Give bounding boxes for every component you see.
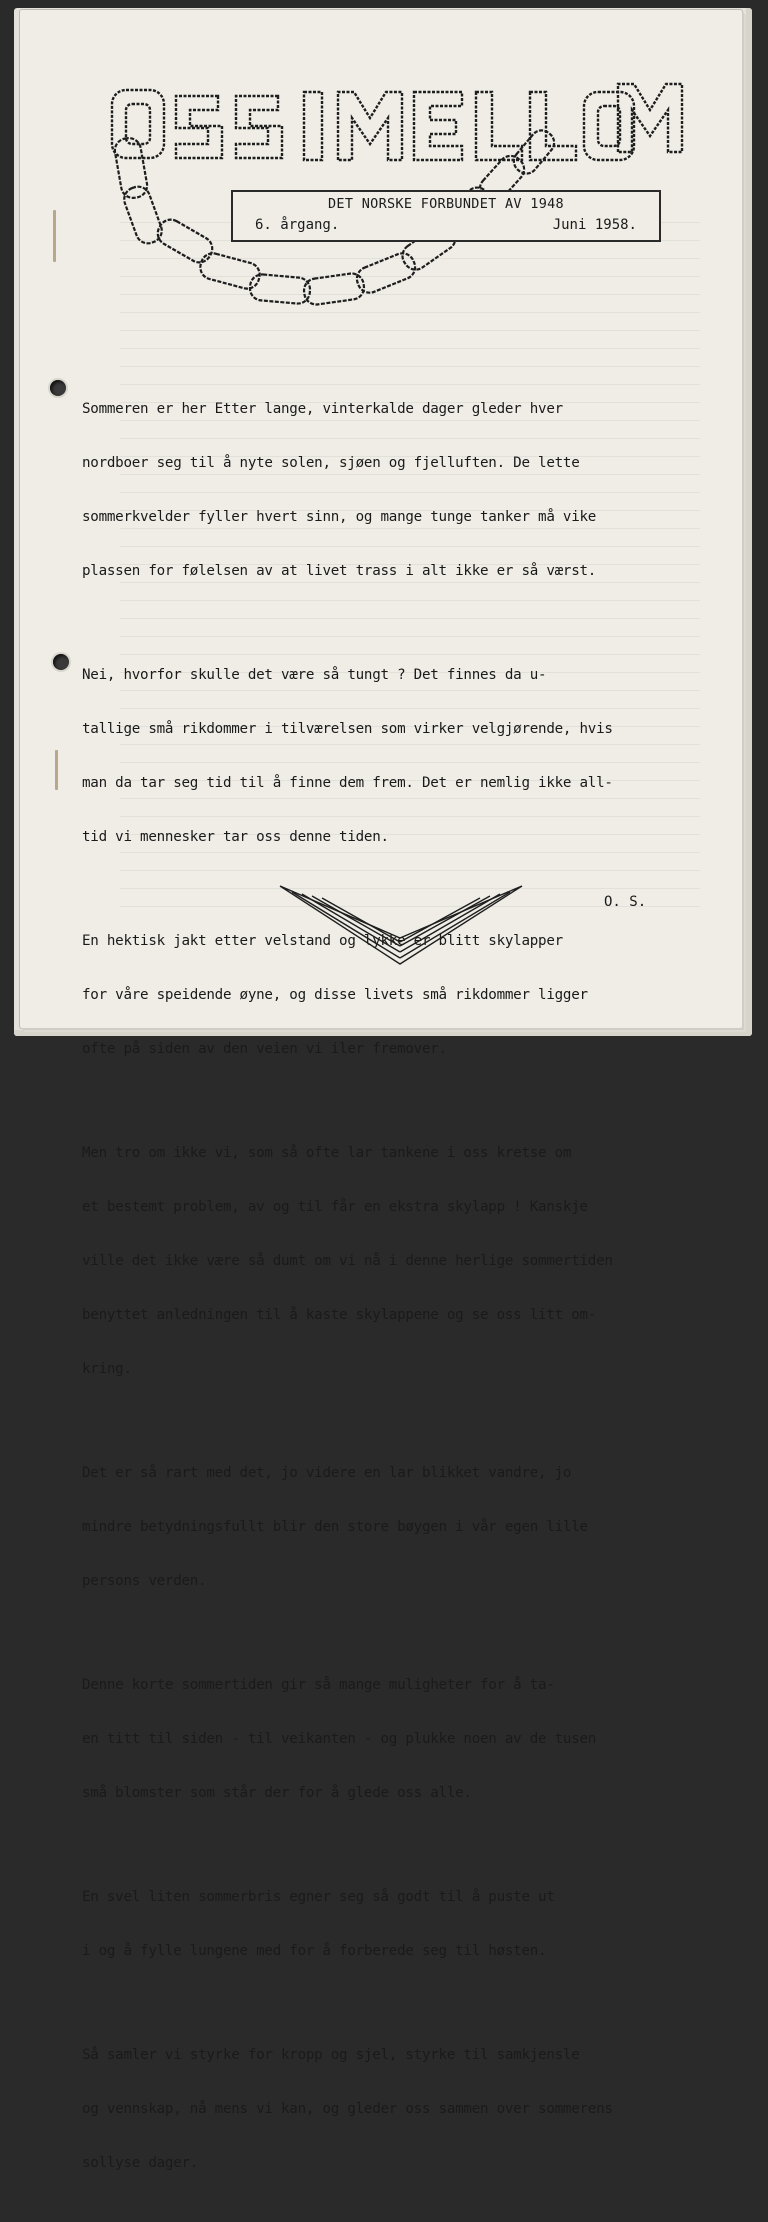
- text-line: sollyse dager.: [82, 2155, 199, 2171]
- article-body: [82, 364, 682, 2222]
- signature: O. S.: [604, 894, 647, 910]
- text-line: Sommeren er her Etter lange, vinterkalde dager gleder hver: [82, 401, 563, 417]
- paragraph: [82, 1108, 682, 1414]
- paragraph: [82, 1852, 682, 1996]
- paragraph: [82, 2010, 682, 2208]
- paragraph: [82, 1640, 682, 1838]
- staple-mark-lower: [55, 750, 58, 790]
- staple-mark-upper: [53, 210, 56, 262]
- text-line: en titt til siden - til veikanten - og plukke noen av de tusen: [82, 1731, 597, 1747]
- text-line: Det er så rart med det, jo videre en lar blikket vandre, jo: [82, 1465, 572, 1481]
- text-line: Men tro om ikke vi, som så ofte lar tankene i oss kretse om: [82, 1145, 572, 1161]
- masthead-banner: [231, 190, 661, 242]
- issue-date: Juni 1958.: [552, 217, 637, 233]
- text-line: og vennskap, nå mens vi kan, og gleder oss sammen over sommerens: [82, 2101, 613, 2117]
- text-line: Denne korte sommertiden gir så mange muligheter for å ta-: [82, 1677, 555, 1693]
- text-line: ofte på siden av den veien vi iler fremover.: [82, 1041, 447, 1057]
- issue-number: 6. årgang.: [255, 217, 340, 233]
- paragraph: [82, 364, 682, 616]
- punch-hole-upper: [50, 380, 66, 396]
- text-line: små blomster som står der for å glede oss alle.: [82, 1785, 472, 1801]
- text-line: tallige små rikdommer i tilværelsen som virker velgjørende, hvis: [82, 721, 613, 737]
- text-line: En hektisk jakt etter velstand og lykke er blitt skylapper: [82, 933, 563, 949]
- text-line: En svel liten sommerbris egner seg så godt til å puste ut: [82, 1889, 555, 1905]
- paragraph: [82, 630, 682, 882]
- text-line: i og å fylle lungene med for å forberede seg til høsten.: [82, 1943, 547, 1959]
- organization-name: DET NORSKE FORBUNDET AV 1948: [328, 196, 564, 212]
- text-line: plassen for følelsen av at livet trass i alt ikke er så værst.: [82, 563, 597, 579]
- text-line: ville det ikke være så dumt om vi nå i denne herlige sommertiden: [82, 1253, 613, 1269]
- text-line: et bestemt problem, av og til får en ekstra skylapp ! Kanskje: [82, 1199, 588, 1215]
- text-line: mindre betydningsfullt blir den store bøygen i vår egen lille: [82, 1519, 588, 1535]
- text-line: for våre speidende øyne, og disse livets små rikdommer ligger: [82, 987, 588, 1003]
- chevron-ornament-icon: [272, 880, 532, 970]
- text-line: tid vi mennesker tar oss denne tiden.: [82, 829, 389, 845]
- text-line: persons verden.: [82, 1573, 207, 1589]
- paragraph: [82, 1428, 682, 1626]
- text-line: Nei, hvorfor skulle det være så tungt ? Det finnes da u-: [82, 667, 547, 683]
- text-line: Så samler vi styrke for kropp og sjel, styrke til samkjensle: [82, 2047, 580, 2063]
- punch-hole-lower: [53, 654, 69, 670]
- text-line: kring.: [82, 1361, 132, 1377]
- text-line: sommerkvelder fyller hvert sinn, og mange tunge tanker må vike: [82, 509, 597, 525]
- text-line: nordboer seg til å nyte solen, sjøen og fjelluften. De lette: [82, 455, 580, 471]
- text-line: man da tar seg tid til å finne dem frem. Det er nemlig ikke all-: [82, 775, 613, 791]
- text-line: benyttet anledningen til å kaste skylappene og se oss litt om-: [82, 1307, 597, 1323]
